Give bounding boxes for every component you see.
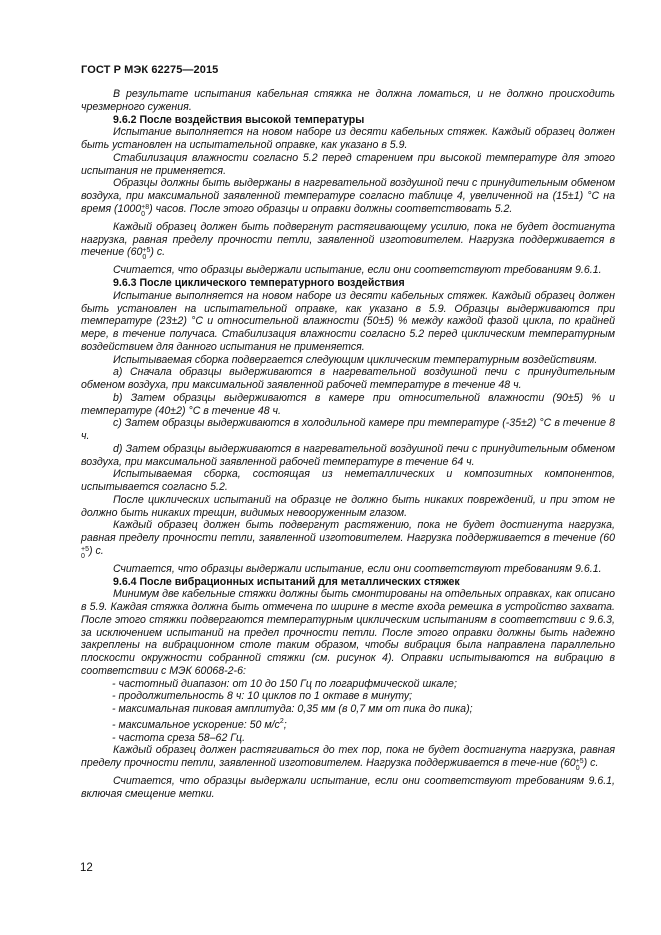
s964-paragraph-1: Минимум две кабельные стяжки должны быть смонтированы на отдельных оправках, как описано в 5.9. Каждая стяжка должна быть отмечена по ширине в месте входа ремешка в устройство захвата. После этого стяжки подвергаются температурным циклическим испытаниям в соответствии с 9.6.3, за исключением испытаний на предел прочности петли. После этого оправки должны быть надежно закреплены на вибрационном столе таким образом, чтобы вибрация была направлена параллельно плоскости окружности собранной стяжки (см. рисунок 4). Оправки испытываются на вибрацию в соответствии с МЭК 60068-2-6: xyxy=(81,588,615,677)
s964-list-item-4-exponent: 2 xyxy=(279,717,284,725)
s962-paragraph-2: Стабилизация влажности согласно 5.2 перед старением при высокой температуре для этого испытания не применяется. xyxy=(81,151,615,177)
s964-paragraph-3: Считается, что образцы выдержали испытание, если они соответствуют требованиям 9.6.1, включая смещение метки. xyxy=(81,775,615,800)
s962-p3-text-b: ) часов. После этого образцы и оправки должны соответствовать 5.2. xyxy=(149,202,513,215)
section-9-6-2-title: 9.6.2 После воздействия высокой температуры xyxy=(113,113,365,126)
s963-paragraph-6: Считается, что образцы выдержали испытание, если они соответствуют требованиям 9.6.1. xyxy=(113,562,602,575)
s964-list-item-4 xyxy=(81,716,615,732)
s963-p5-text-b: ) с. xyxy=(88,544,104,557)
s962-paragraph-1: Испытание выполняется на новом наборе из десяти кабельных стяжек. Каждый образец должен быть установлен на испытательной оправке, как указано в 5.9. xyxy=(81,126,615,151)
s964-list-item-1: - частотный диапазон: от 10 до 150 Гц по логарифмической шкале; xyxy=(112,677,457,690)
s962-p4-text-b: ) с. xyxy=(150,246,166,259)
s962-p4-text-a: Каждый образец должен быть подвергнут растягивающему усилию, пока не будет достигнута нагрузка, равная пределу прочности петли, заявленной изготовителем. Нагрузка поддерживается в течение (60 xyxy=(81,220,615,259)
s964-p2-tolerance-lower: 0 xyxy=(575,765,580,772)
s963-p5-text-a: Каждый образец должен быть подвергнут растяжению, пока не будет достигнута нагрузка, равная пределу прочности петли, заявленной изготовителем. Нагрузка поддерживается в течение (60 xyxy=(81,519,615,544)
document-code-header: ГОСТ Р МЭК 62275—2015 xyxy=(81,64,219,76)
s964-p2-text-a: Каждый образец должен растягиваться до тех пор, пока не будет достигнута нагрузка, равная пределу прочности петли, заявленной изготовителем. Нагрузка поддерживается в тече-ние (60 xyxy=(81,744,615,769)
s963-item-b: b) Затем образцы выдерживаются в камере при относительной влажности (90±5) % и температуре (40±2) °С в течение 48 ч. xyxy=(81,391,615,417)
s963-paragraph-1: Испытание выполняется на новом наборе из десяти кабельных стяжек. Каждый образец должен быть установлен на испытательной оправке, как указано в 5.9. Образцы выдерживаются при температуре (23±2) °С и относительной влажности (50±5) % между каждой фазой цикла, по крайней мере, в течение получаса. Стабилизация влажности согласно 5.2 перед циклическим температурным воздействием для данного испытания не применяется. xyxy=(81,289,615,353)
s964-paragraph-2 xyxy=(81,744,615,772)
s962-p3-tolerance-lower: 0 xyxy=(141,210,146,218)
s964-list-item-4-tail: ; xyxy=(283,718,287,731)
s963-item-c: c) Затем образцы выдерживаются в холодильной камере при температуре (-35±2) °С в течение 8 ч. xyxy=(81,417,615,442)
section-9-6-3-title: 9.6.3 После циклического температурного воздействия xyxy=(113,277,405,289)
s962-paragraph-3 xyxy=(81,177,615,218)
s962-p3-text-a: Образцы должны быть выдержаны в нагревательной воздушной печи с принудительным обменом воздуха, при максимальной заявленной температуре согласно таблице 4, увеличенной на (15±1) °С на время (1000 xyxy=(81,177,615,215)
s962-paragraph-4 xyxy=(81,221,615,262)
s964-list-item-2: - продолжительность 8 ч: 10 циклов по 1 октаве в минуту; xyxy=(112,690,413,703)
s962-p3-tolerance xyxy=(141,204,149,218)
s964-list-item-5: - частота среза 58–62 Гц. xyxy=(112,731,246,744)
s962-p4-tolerance-lower: 0 xyxy=(142,254,147,262)
s963-p5-tolerance-lower: 0 xyxy=(81,552,85,560)
s964-list-item-3: - максимальная пиковая амплитуда: 0,35 мм (в 0,7 мм от пика до пика); xyxy=(112,703,473,715)
s964-p2-tolerance xyxy=(576,758,584,772)
s963-item-d: d) Затем образцы выдерживаются в нагревательной воздушной печи с принудительным обменом воздуха, при максимальной заявленной рабочей температуре в течение 64 ч. xyxy=(81,442,615,468)
intro-paragraph: В результате испытания кабельная стяжка не должна ломаться, и не должно происходить чрезмерного сужения. xyxy=(81,88,615,113)
s964-p2-text-b: ) с. xyxy=(583,757,599,769)
s963-paragraph-3: Испытываемая сборка, состоящая из неметаллических и композитных компонентов, испытывается согласно 5.2. xyxy=(81,468,615,493)
s962-p4-tolerance-upper: +5 xyxy=(142,247,151,255)
s963-paragraph-5 xyxy=(81,519,615,560)
s963-paragraph-4: После циклических испытаний на образце не должно быть никаких повреждений, и при этом не должно быть никаких трещин, видимых невооруженным глазом. xyxy=(81,493,615,519)
s962-paragraph-5: Считается, что образцы выдержали испытание, если они соответствуют требованиям 9.6.1. xyxy=(113,264,602,277)
page-number: 12 xyxy=(80,862,93,874)
section-9-6-4-title: 9.6.4 После вибрационных испытаний для металлических стяжек xyxy=(113,575,460,588)
s963-p5-tolerance-upper: +5 xyxy=(81,545,89,553)
s962-p3-tolerance-upper: +8 xyxy=(141,203,150,211)
s964-p2-tolerance-upper: +5 xyxy=(575,758,584,765)
s963-paragraph-2: Испытываемая сборка подвергается следующим циклическим температурным воздействиям. xyxy=(113,353,598,366)
s963-item-a: a) Сначала образцы выдерживаются в нагревательной воздушной печи с принудительным обменом воздуха, при максимальной заявленной рабочей температуре в течение 48 ч. xyxy=(81,366,615,391)
s963-p5-tolerance xyxy=(81,546,89,560)
s964-list-item-4-text: - максимальное ускорение: 50 м/с xyxy=(112,718,280,731)
document-body xyxy=(81,88,615,801)
